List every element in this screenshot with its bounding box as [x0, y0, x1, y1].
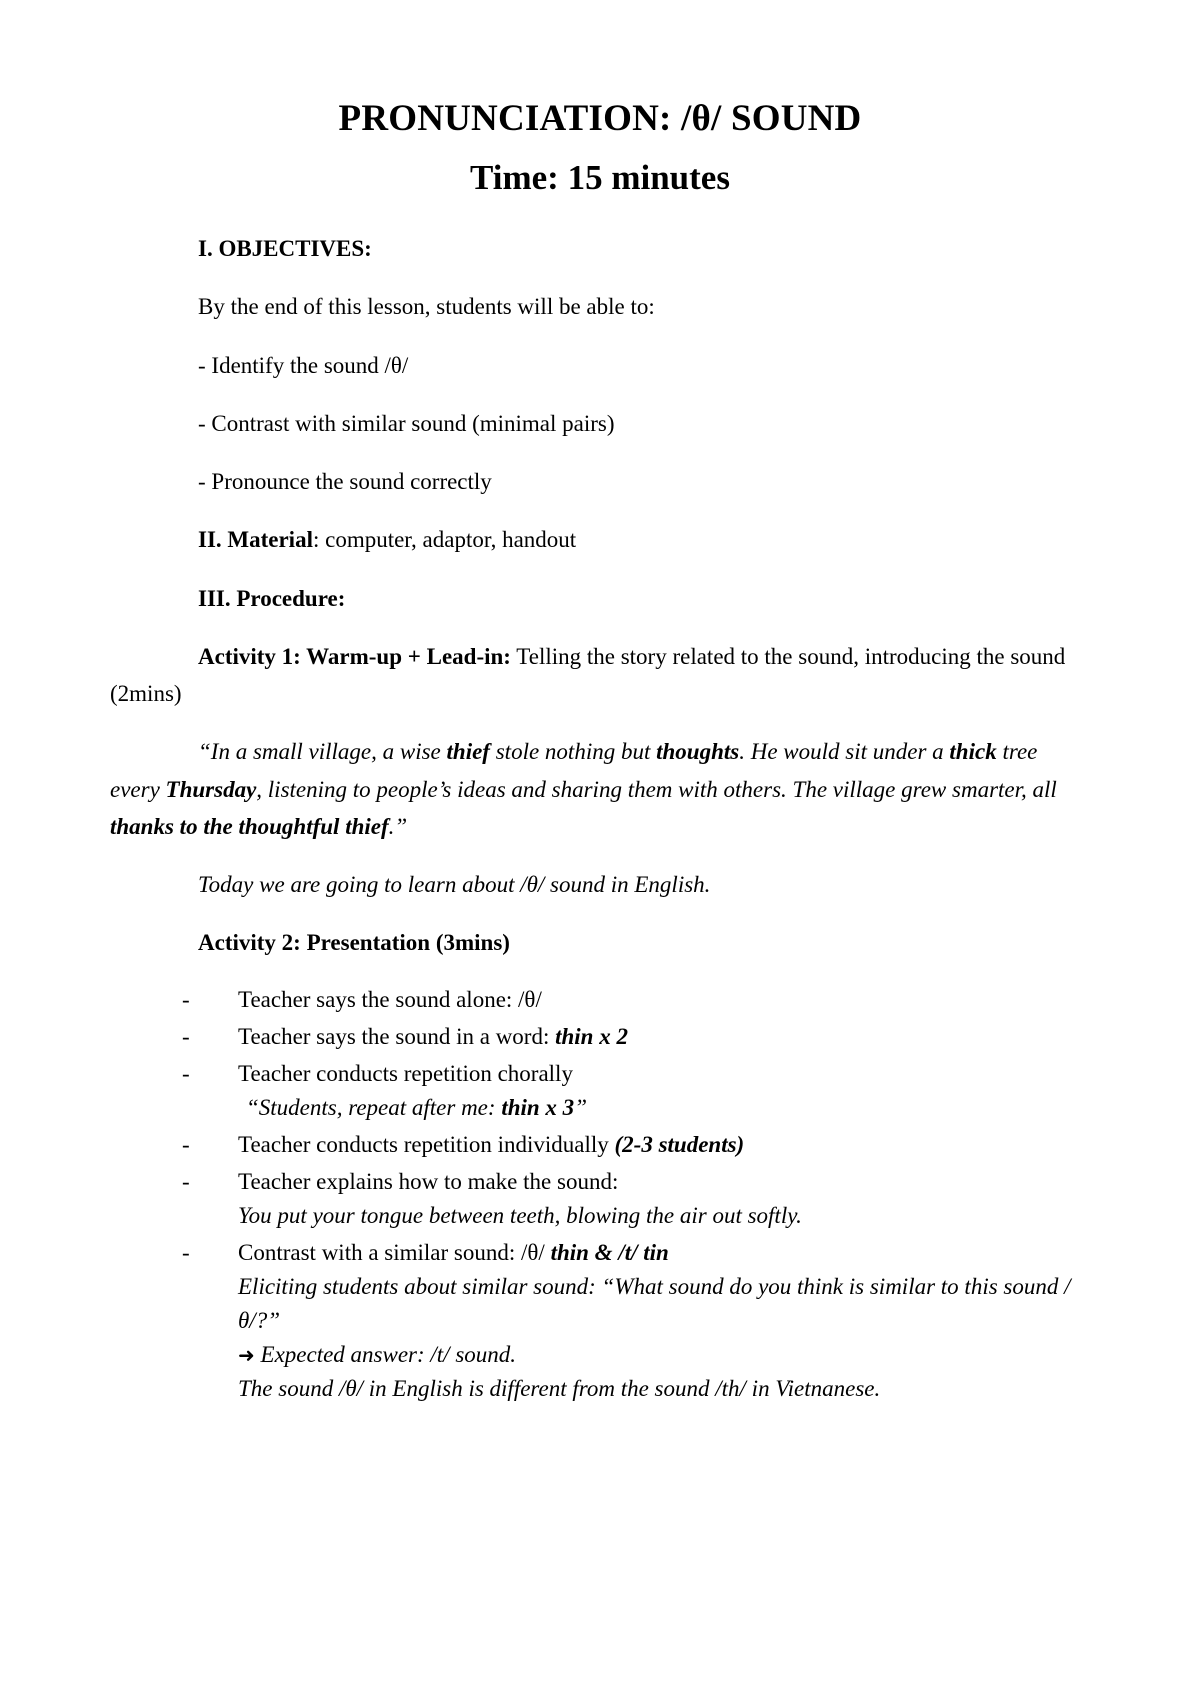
objective-item-1: - Identify the sound /θ/: [198, 352, 409, 378]
page-title: PRONUNCIATION: /θ/ SOUND: [338, 98, 862, 139]
story-bold-thick: thick: [949, 739, 997, 765]
list-item-subline-quote: [238, 1091, 1090, 1125]
list-item: [182, 1128, 1090, 1162]
material-label: II. Material: [198, 527, 313, 553]
story-bold-thanks: thanks to the thoughtful thief: [110, 813, 389, 839]
list-item: [182, 1236, 1090, 1406]
list-item-text: Teacher says the sound alone: /θ/: [238, 986, 542, 1012]
list-item: [182, 1057, 1090, 1125]
material-text: : computer, adaptor, handout: [312, 527, 577, 553]
story-part-2: stole nothing but: [489, 739, 657, 765]
activity-1-text: Telling the story related to the sound, introducing the sound (2mins): [110, 643, 1066, 706]
page-subtitle: Time: 15 minutes: [470, 158, 730, 198]
objective-item-2: - Contrast with similar sound (minimal pairs): [198, 410, 615, 436]
list-item-expected-answer: [238, 1338, 1090, 1372]
story-part-6: .”: [388, 813, 408, 839]
activity-1-paragraph: [110, 638, 1090, 713]
quote-emphasis: thin x 3: [501, 1094, 575, 1120]
right-arrow-icon: ➜: [238, 1342, 255, 1367]
activity-2-list: [110, 983, 1090, 1406]
list-item-emphasis: thin & /t/ tin: [550, 1239, 669, 1265]
quote-pre: “Students, repeat after me:: [246, 1094, 502, 1120]
list-item-subline-contrast: The sound /θ/ in English is different from the sound /th/ in Vietnanese.: [238, 1375, 881, 1401]
material-line: [110, 521, 1090, 558]
story-part-1: “In a small village, a wise: [198, 739, 447, 765]
expected-answer-text: Expected answer: /t/ sound.: [254, 1341, 517, 1367]
list-item: [182, 1020, 1090, 1054]
list-item-text: Teacher conducts repetition chorally: [238, 1060, 573, 1086]
list-item-text: Teacher says the sound in a word:: [238, 1023, 556, 1049]
story-part-3: . He would sit under a: [739, 739, 950, 765]
list-item: [182, 983, 1090, 1017]
story-bold-thursday: Thursday: [165, 776, 257, 802]
quote-post: ”: [574, 1094, 587, 1120]
story-bold-thoughts: thoughts: [656, 739, 740, 765]
story-part-5: , listening to people’s ideas and sharing them with others. The village grew smarter, all: [256, 776, 1057, 802]
activity-1-today-line: Today we are going to learn about /θ/ sound in English.: [198, 872, 711, 897]
objectives-intro: By the end of this lesson, students will be able to:: [198, 294, 655, 320]
list-item-subline: You put your tongue between teeth, blowing the air out softly.: [238, 1202, 802, 1228]
activity-1-story: [110, 733, 1090, 845]
activity-2-label: Activity 2: Presentation (3mins): [198, 930, 510, 956]
list-item-subline-eliciting: Eliciting students about similar sound: “What sound do you think is similar to this sound /θ/?”: [238, 1273, 1071, 1333]
procedure-heading: III. Procedure:: [198, 585, 346, 611]
list-item-text: Contrast with a similar sound: /θ/: [238, 1239, 551, 1265]
list-item: [182, 1165, 1090, 1233]
list-item-emphasis: (2-3 students): [614, 1131, 745, 1157]
objective-item-3: - Pronounce the sound correctly: [198, 469, 492, 494]
list-item-emphasis: thin x 2: [555, 1023, 628, 1049]
story-part-4: tree every: [110, 739, 1038, 802]
story-bold-thief: thief: [446, 739, 490, 765]
list-item-text: Teacher conducts repetition individually: [238, 1131, 615, 1157]
list-item-text: Teacher explains how to make the sound:: [238, 1168, 619, 1194]
objectives-heading: I. OBJECTIVES:: [198, 236, 372, 261]
activity-1-label: Activity 1: Warm-up + Lead-in:: [198, 643, 511, 669]
